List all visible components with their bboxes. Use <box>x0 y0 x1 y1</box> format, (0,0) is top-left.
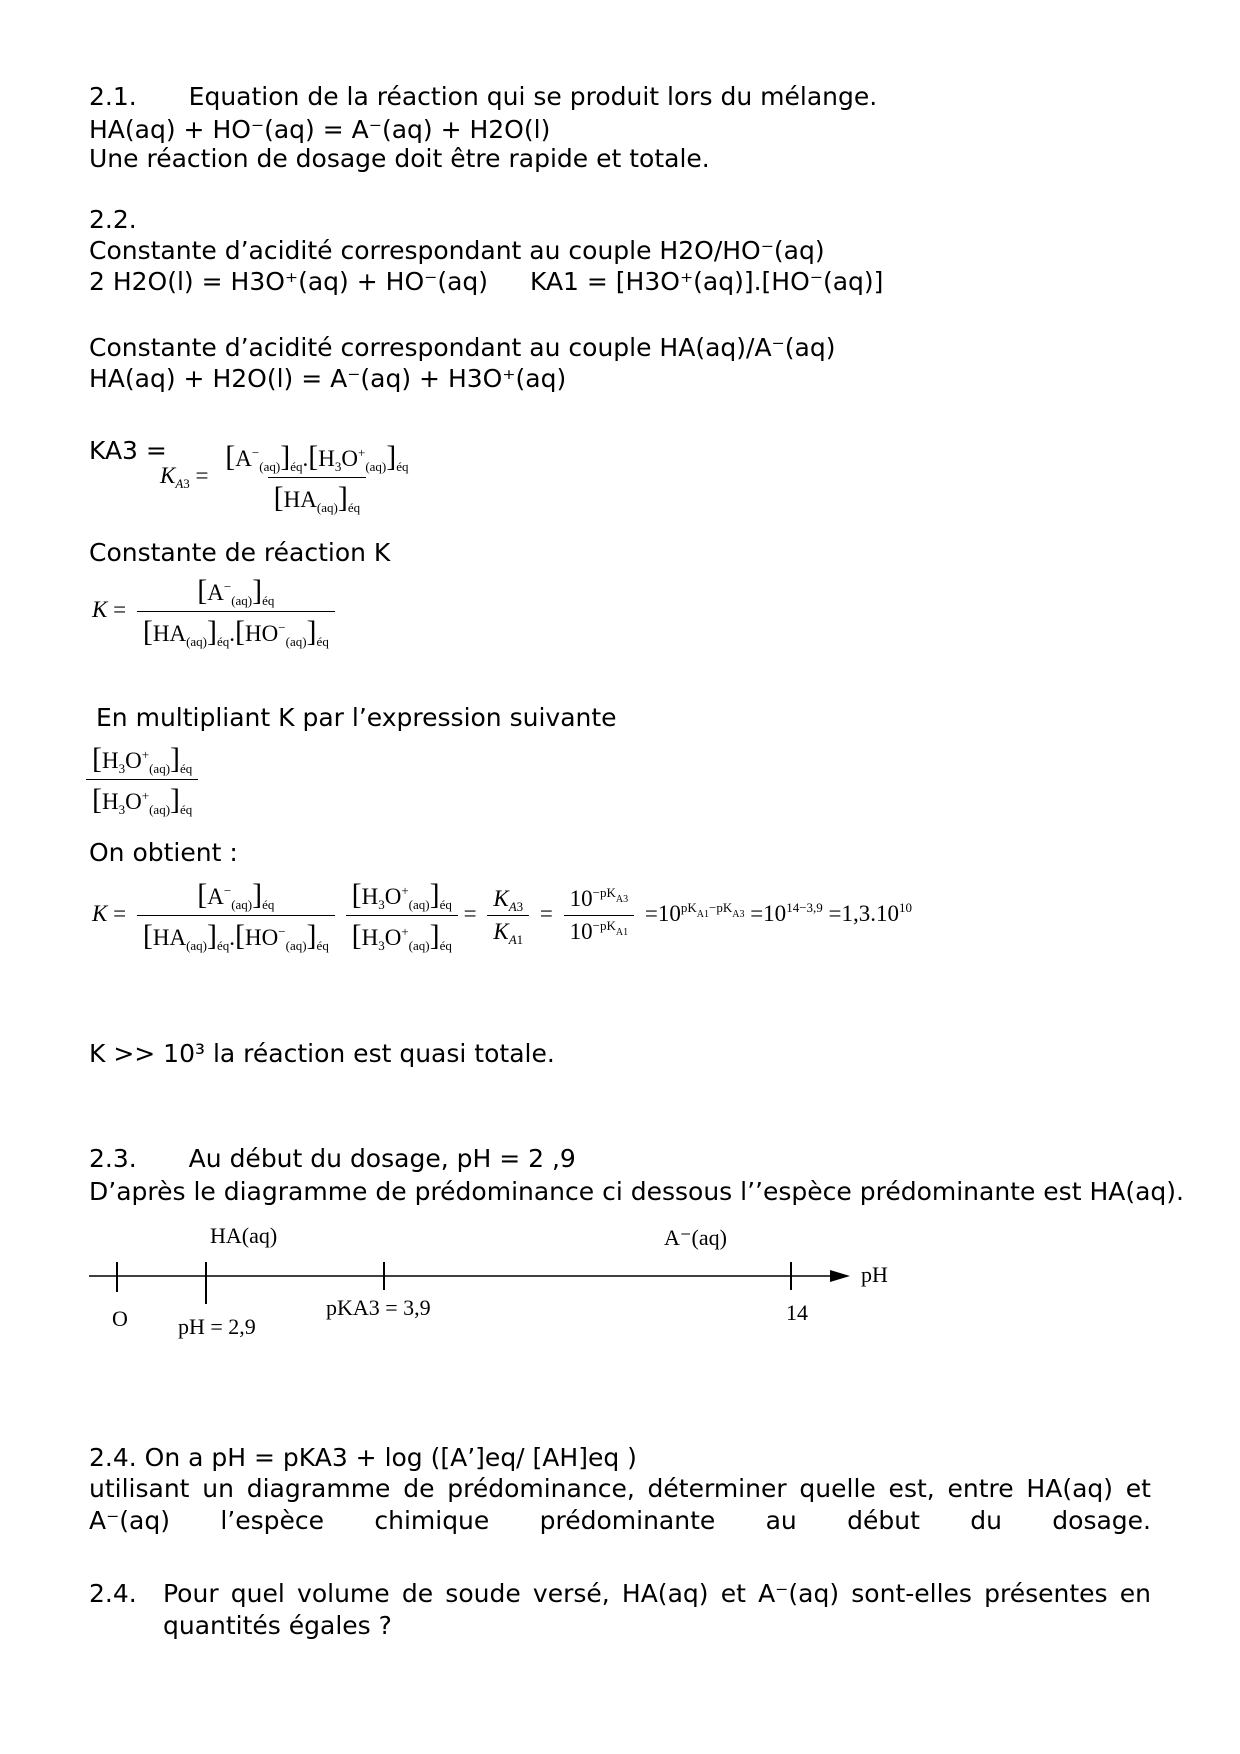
section-title: Au début du dosage, pH = 2 ,9 <box>188 1144 576 1173</box>
multiplier-formula: $\frac{[H_3O^+_{(aq)}]_{éq}}{[H_3O^+_{(aq)}]_{éq}}$ <box>86 742 198 817</box>
section-title: Equation de la réaction qui se produit lors du mélange. <box>188 82 878 111</box>
result-exponent: 10 <box>899 899 913 915</box>
section-2-4a-equation: 2.4. On a pH = pKA3 + log ([A’]eq/ [AH]eq ) <box>89 1443 637 1472</box>
multiply-text: En multipliant K par l’expression suivante <box>96 703 617 732</box>
tick-label-ph: pH = 2,9 <box>178 1314 256 1339</box>
section-2-4a-body: utilisant un diagramme de prédominance, déterminer quelle est, entre HA(aq) et A⁻(aq) l’espèce chimique prédominante au début du dosage. <box>89 1474 1151 1535</box>
section-2-4b-text: Pour quel volume de soude versé, HA(aq) et A⁻(aq) sont-elles présentes en quantités égales ? <box>163 1579 1151 1640</box>
conclusion-text: K >> 10³ la réaction est quasi totale. <box>89 1039 555 1068</box>
tick-label-0: O <box>112 1306 128 1331</box>
reaction-note: Une réaction de dosage doit être rapide et totale. <box>89 144 710 173</box>
ka3-formula: $K_{A3}$ = $\frac{[A^-_{(aq)}]_{éq}.[H_3O^+_{(aq)}]_{éq}}{[HA_{(aq)}]_{éq}}$ <box>160 440 409 515</box>
acidity-constant-ha-title: Constante d’acidité correspondant au couple HA(aq)/A⁻(aq) <box>89 333 836 362</box>
tick-label-14: 14 <box>786 1300 808 1325</box>
right-species-label: A⁻(aq) <box>664 1225 727 1250</box>
section-2-2-heading: 2.2. <box>89 205 137 234</box>
reaction-constant-title: Constante de réaction K <box>89 538 391 567</box>
arrow-right-icon <box>830 1270 850 1282</box>
result-value: =1,3.10 <box>828 900 900 926</box>
water-autoprotolysis-equation: 2 H2O(l) = H3O⁺(aq) + HO⁻(aq) <box>89 267 489 296</box>
section-2-1-heading <box>89 81 877 113</box>
ka3-label: KA3 = <box>89 436 167 465</box>
result-formula: K = $\frac{[A^-_{(aq)}]_{éq}}{[HA_{(aq)}]_{éq}.[HO^-_{(aq)}]_{éq}}$ $\frac{[H_3O^+_{(aq)}]_{éq}}{[H_3O^+_{(aq)}]_{éq}}$ = $\frac{K_{A3}}{K_{A1}}$ = $\frac{10^{-pK_{A3}}}{10^{-pK_{A1}}}$ $=10^{pK_{A1}-pK_{A3}} =10^{14-3,9} =1,3.10^{10}$ <box>92 878 913 953</box>
section-2-4a-text <box>89 1473 1151 1537</box>
ka1-expression: KA1 = [H3O⁺(aq)].[HO⁻(aq)] <box>530 267 884 296</box>
section-number: 2.1. <box>89 82 137 111</box>
section-number: 2.3. <box>89 1144 137 1173</box>
axis-label-ph: pH <box>861 1262 888 1287</box>
acidity-constant-water-title: Constante d’acidité correspondant au couple H2O/HO⁻(aq) <box>89 236 825 265</box>
section-2-3-heading <box>89 1143 576 1175</box>
tick-label-pka: pKA3 = 3,9 <box>326 1295 431 1320</box>
k-formula: K = $\frac{[A^-_{(aq)}]_{éq}}{[HA_{(aq)}]_{éq}.[HO^-_{(aq)}]_{éq}}$ <box>92 574 340 649</box>
reaction-equation: HA(aq) + HO⁻(aq) = A⁻(aq) + H2O(l) <box>89 115 551 144</box>
predominance-text: D’après le diagramme de prédominance ci dessous l’’espèce prédominante est HA(aq). <box>89 1177 1184 1206</box>
left-species-label: HA(aq) <box>210 1223 278 1248</box>
section-2-4b-number: 2.4. <box>89 1579 137 1608</box>
obtain-text: On obtient : <box>89 838 238 867</box>
ha-dissociation-equation: HA(aq) + H2O(l) = A⁻(aq) + H3O⁺(aq) <box>89 364 567 393</box>
